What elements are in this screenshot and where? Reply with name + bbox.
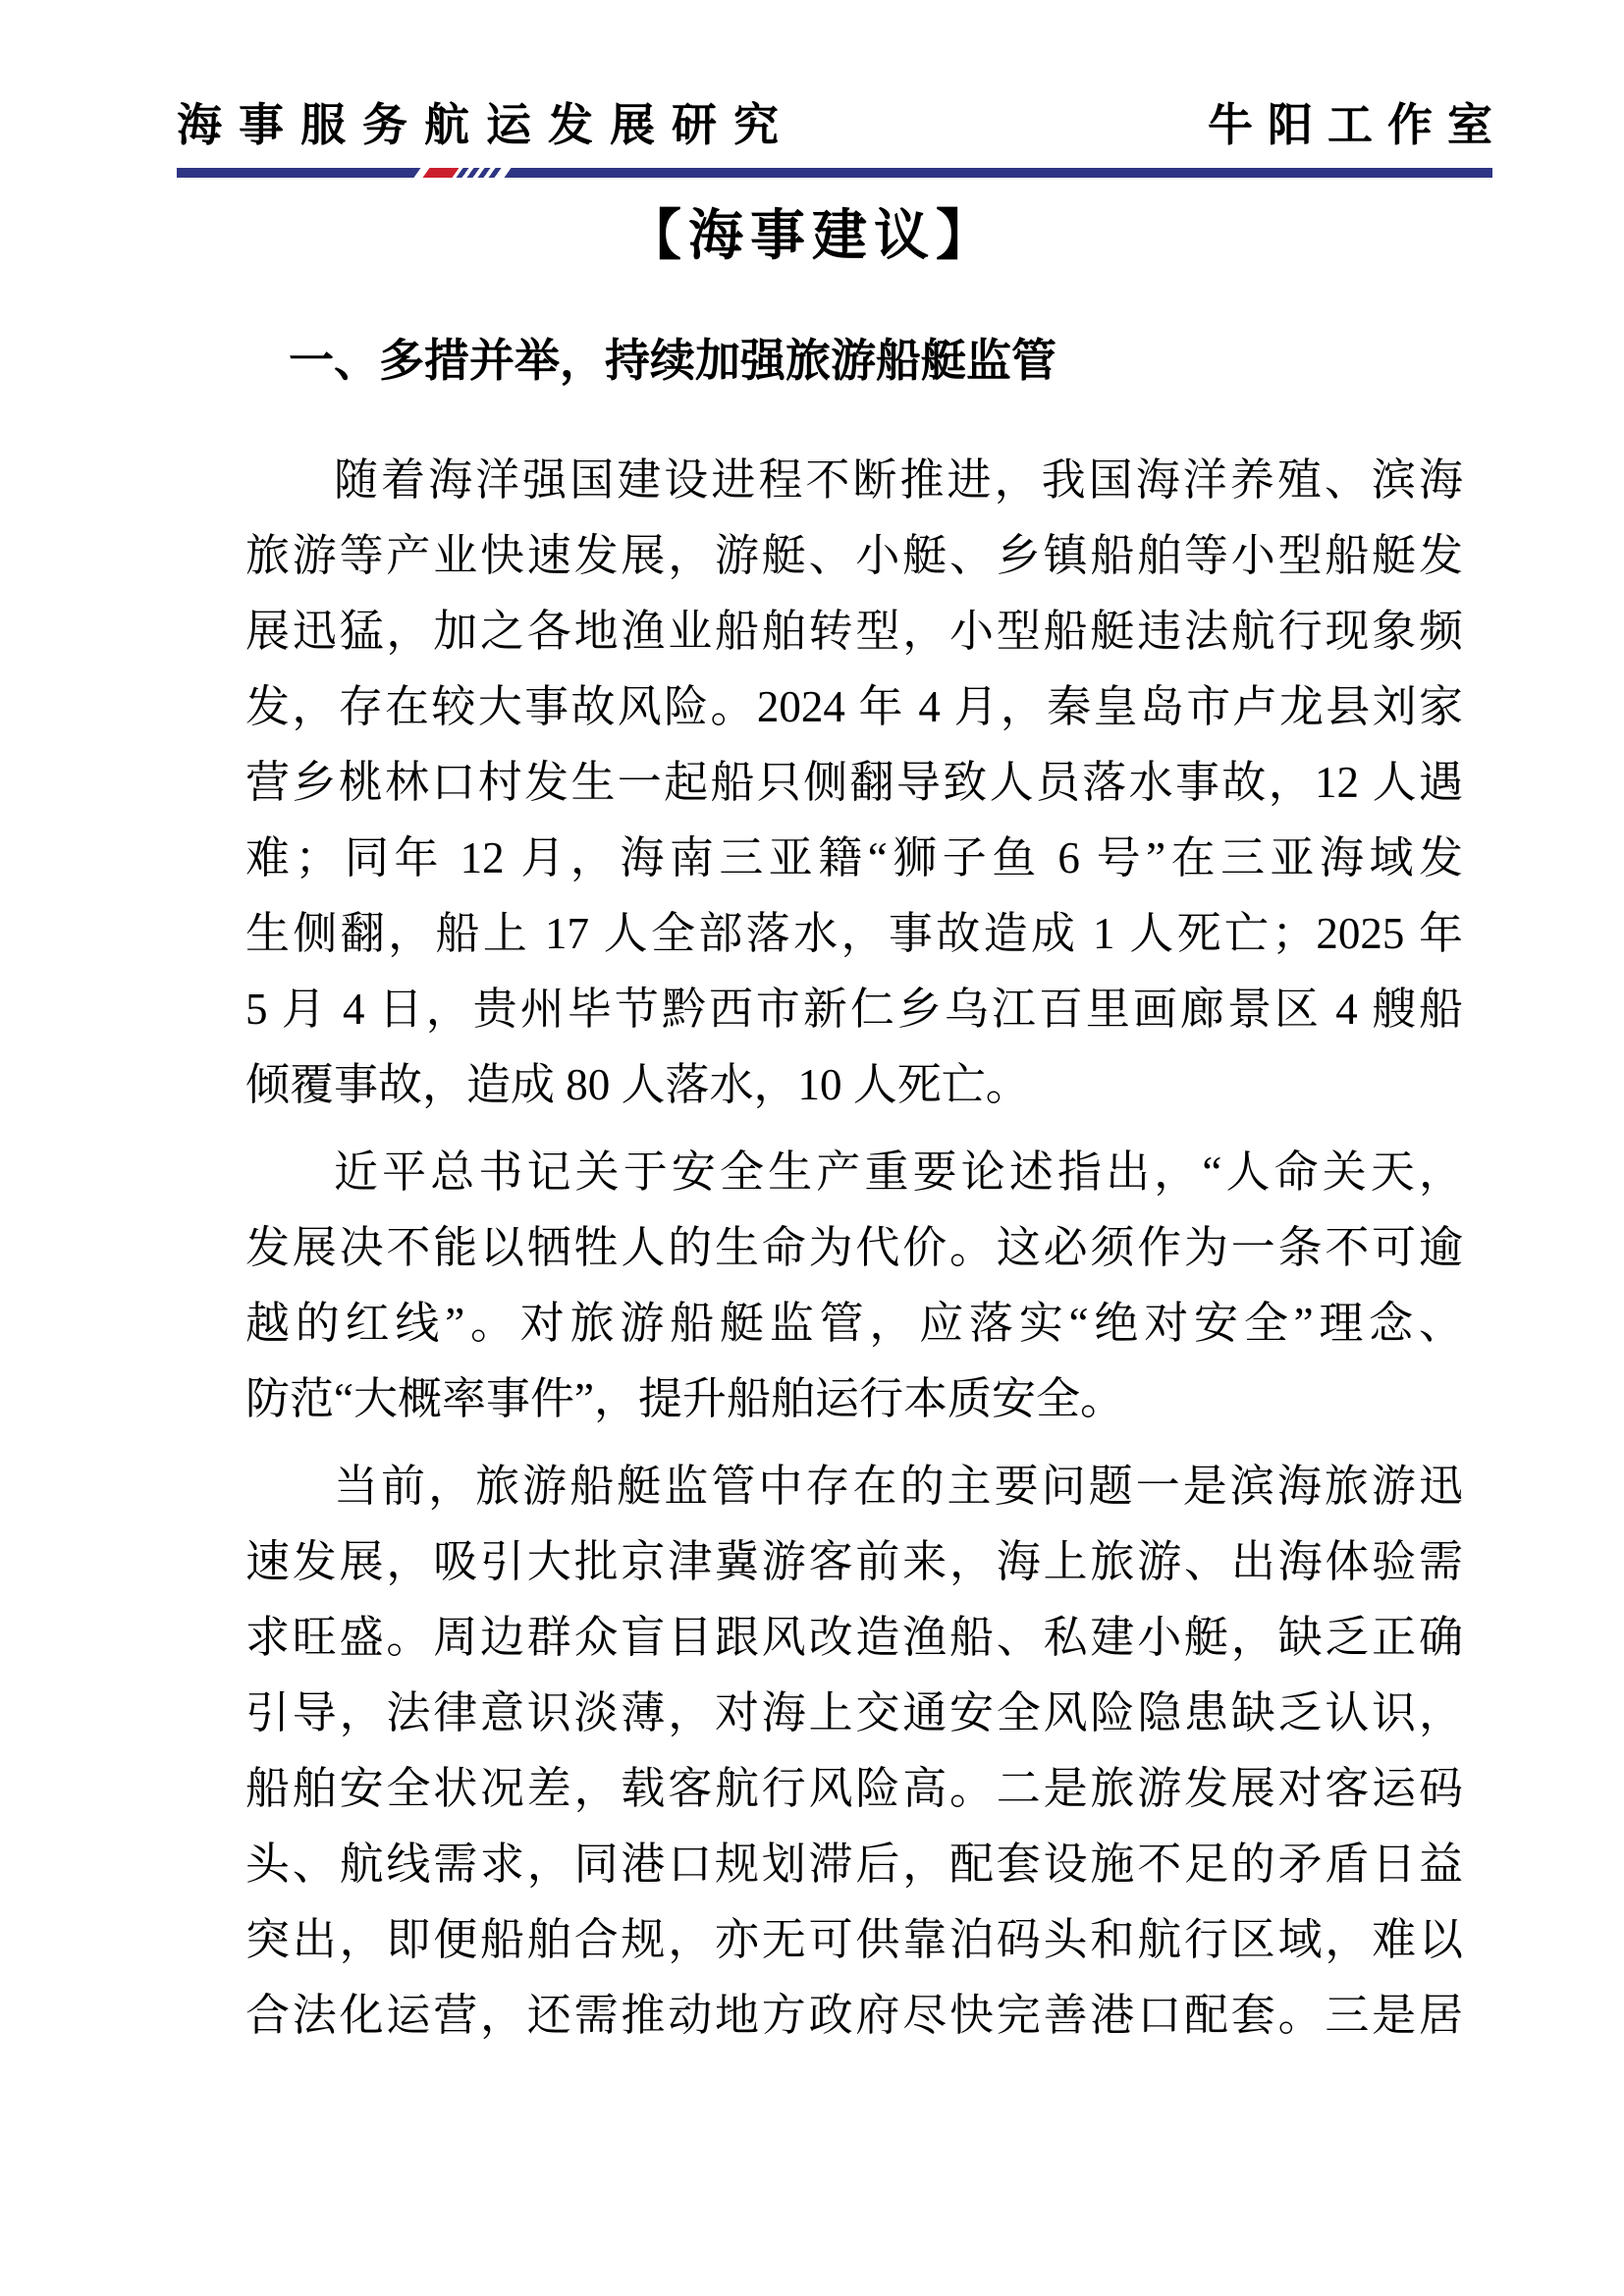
header-right-title: 牛阳工作室 bbox=[1208, 99, 1507, 150]
article-body bbox=[245, 443, 1463, 2054]
text-line: 合法化运营，还需推动地方政府尽快完善港口配套。三是居 bbox=[245, 1991, 1463, 2041]
text-line: 头、航线需求，同港口规划滞后，配套设施不足的矛盾日益 bbox=[245, 1840, 1463, 1890]
text-line: 倾覆事故，造成 80 人落水，10 人死亡。 bbox=[245, 1060, 1030, 1110]
text-line: 展迅猛，加之各地渔业船舶转型，小型船艇违法航行现象频 bbox=[245, 607, 1463, 657]
header-left-title: 海事服务航运发展研究 bbox=[177, 99, 795, 150]
text-line: 难；同年 12 月，海南三亚籍“狮子鱼 6 号”在三亚海域发 bbox=[245, 833, 1463, 883]
text-line: 当前，旅游船艇监管中存在的主要问题一是滨海旅游迅 bbox=[334, 1462, 1463, 1512]
text-line: 发展决不能以牺牲人的生命为代价。这必须作为一条不可逾 bbox=[245, 1223, 1463, 1273]
paragraph bbox=[245, 1135, 1463, 1437]
text-line: 营乡桃林口村发生一起船只侧翻导致人员落水事故，12 人遇 bbox=[245, 758, 1463, 808]
paragraph bbox=[245, 1449, 1463, 2054]
divider-decoration bbox=[413, 168, 511, 178]
text-line: 求旺盛。周边群众盲目跟风改造渔船、私建小艇，缺乏正确 bbox=[245, 1613, 1463, 1663]
text-line: 速发展，吸引大批京津冀游客前来，海上旅游、出海体验需 bbox=[245, 1537, 1463, 1587]
text-line: 引导，法律意识淡薄，对海上交通安全风险隐患缺乏认识， bbox=[245, 1688, 1463, 1738]
text-line: 旅游等产业快速发展，游艇、小艇、乡镇船舶等小型船艇发 bbox=[245, 531, 1463, 581]
text-line: 防范“大概率事件”，提升船舶运行本质安全。 bbox=[245, 1374, 1124, 1424]
text-line: 突出，即便船舶合规，亦无可供靠泊码头和航行区域，难以 bbox=[245, 1915, 1463, 1965]
text-line: 越的红线”。对旅游船艇监管，应落实“绝对安全”理念、 bbox=[245, 1299, 1463, 1349]
text-line: 近平总书记关于安全生产重要论述指出，“人命关天， bbox=[334, 1148, 1463, 1198]
page-header bbox=[177, 99, 1507, 150]
divider-stripes bbox=[456, 168, 504, 178]
text-line: 生侧翻，船上 17 人全部落水，事故造成 1 人死亡；2025 年 bbox=[245, 909, 1463, 959]
text-line: 随着海洋强国建设进程不断推进，我国海洋养殖、滨海 bbox=[334, 455, 1463, 506]
divider-red-accent bbox=[422, 168, 459, 178]
header-divider-rule bbox=[177, 168, 1492, 178]
document-title: 【海事建议】 bbox=[626, 204, 998, 267]
section-heading: 一、多措并举，持续加强旅游船艇监管 bbox=[289, 335, 1056, 387]
text-line: 船舶安全状况差，载客航行风险高。二是旅游发展对客运码 bbox=[245, 1764, 1463, 1814]
paragraph bbox=[245, 443, 1463, 1123]
text-line: 发，存在较大事故风险。2024 年 4 月，秦皇岛市卢龙县刘家 bbox=[245, 682, 1463, 732]
text-line: 5 月 4 日，贵州毕节黔西市新仁乡乌江百里画廊景区 4 艘船 bbox=[245, 985, 1463, 1035]
